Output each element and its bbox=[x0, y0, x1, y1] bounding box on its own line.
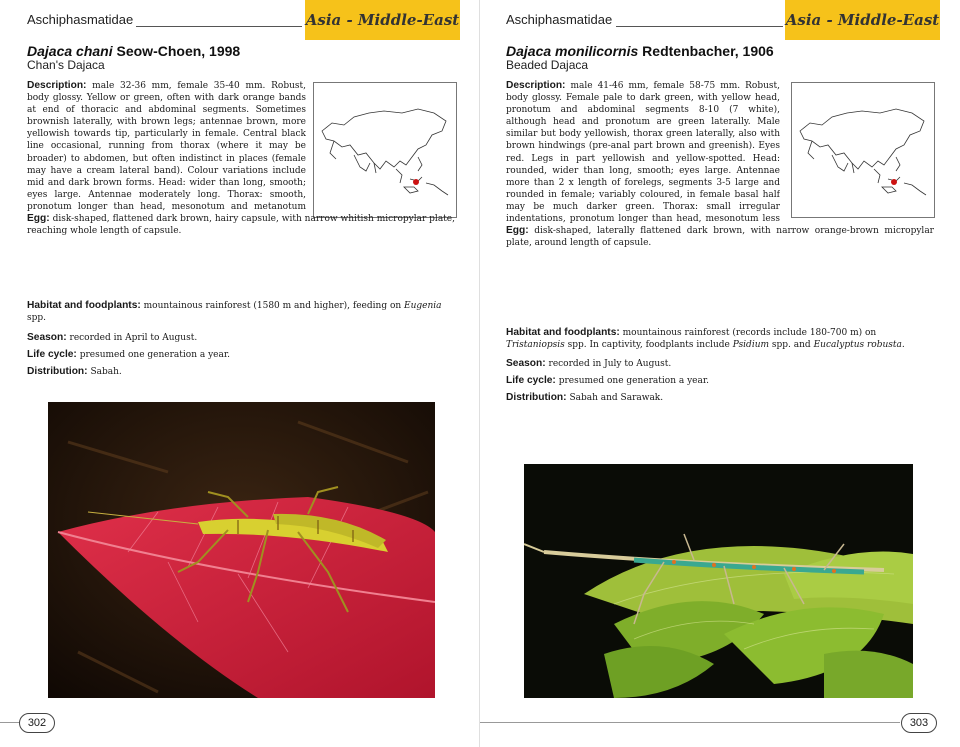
header-rule bbox=[616, 26, 783, 27]
distribution-label: Distribution: bbox=[506, 392, 567, 403]
distribution-text: Sabah and Sarawak. bbox=[569, 393, 664, 403]
habitat-mid-2: spp. and bbox=[771, 340, 811, 351]
season-label: Season: bbox=[506, 358, 546, 369]
range-marker-icon bbox=[891, 179, 897, 185]
common-name: Chan's Dajaca bbox=[27, 58, 105, 72]
asia-map-icon bbox=[314, 83, 456, 217]
lifecycle-label: Life cycle: bbox=[506, 375, 556, 386]
habitat-plant-2: Psidium bbox=[732, 340, 770, 351]
description-paragraph-top bbox=[27, 80, 306, 212]
season-line bbox=[506, 358, 671, 370]
lifecycle-line bbox=[27, 349, 230, 361]
season-line bbox=[27, 332, 197, 344]
header-rule bbox=[136, 26, 302, 27]
page-number: 303 bbox=[901, 713, 937, 733]
species-name: Dajaca monilicornis bbox=[506, 43, 639, 59]
egg-text: disk-shaped, flattened dark brown, hairy capsule, with narrow whitish micropylar plate, reaching whole length of capsule. bbox=[27, 214, 455, 237]
habitat-label: Habitat and foodplants: bbox=[27, 300, 141, 311]
species-author: Redtenbacher, 1906 bbox=[642, 43, 774, 59]
region-tab: Asia - Middle-East bbox=[305, 0, 460, 40]
species-photo bbox=[48, 402, 435, 698]
description-text: male 32-36 mm, female 35-40 mm. Robust, body glossy. Yellow or green, often with dark orange bands at end of thoracic and abdominal segments. Sometimes brownish laterally, with brown legs; antennae brown, more yellowish towards tip, particularly in female. Central black line occasional, running from thorax (where it may be broader) to abdomen, but often indistinct in places (female may have a cream lateral band). Colour variations include mid and dark brown forms. Head: wider than long, smooth; eyes large. Antennae moderately long. Thorax: smooth, pronotum longer than head, mesonotum and metanotum bbox=[27, 81, 306, 212]
description-paragraph-top bbox=[506, 80, 780, 224]
insect-on-red-leaf-photo-icon bbox=[48, 402, 435, 698]
description-label: Description: bbox=[506, 80, 566, 91]
lifecycle-text: presumed one generation a year. bbox=[79, 350, 231, 360]
habitat-plant: Eugenia bbox=[404, 301, 442, 311]
distribution-map bbox=[791, 82, 935, 218]
right-page bbox=[480, 0, 960, 747]
distribution-text: Sabah. bbox=[90, 367, 122, 377]
insect-on-green-leaves-photo-icon bbox=[524, 464, 913, 698]
habitat-paragraph bbox=[27, 300, 455, 324]
description-text: male 41-46 mm, female 58-75 mm. Robust, body glossy. Female pale to dark green, with yellow head, pronotum and abdominal segments 8-10 (7 white), although head and pronotum are green laterally. Male similar but body yellowish, thorax green laterally, also with brown hindwings (pre-anal part brown and greenish). Eyes red. Legs in part yellowish and yellow-spotted. Head: rounded, wider than long, smooth; eyes large. Antennae more than 2 x length of forelegs, segments 3-5 large and rounded in female; variably coloured, in female basal half may be much darker green. Thorax: small irregular indentations, pronotum longer than head, mesonotum less bbox=[506, 81, 780, 224]
habitat-mid: spp. In captivity, foodplants include bbox=[567, 340, 730, 351]
species-name: Dajaca chani bbox=[27, 43, 113, 59]
egg-label: Egg: bbox=[506, 225, 529, 236]
season-text: recorded in April to August. bbox=[69, 333, 198, 343]
family-header: Aschiphasmatidae bbox=[27, 12, 134, 27]
habitat-end: . bbox=[901, 340, 905, 351]
lifecycle-label: Life cycle: bbox=[27, 349, 77, 360]
habitat-paragraph bbox=[506, 327, 934, 351]
distribution-line bbox=[27, 366, 122, 378]
season-text: recorded in July to August. bbox=[548, 359, 672, 369]
family-header: Aschiphasmatidae bbox=[506, 12, 613, 27]
season-label: Season: bbox=[27, 332, 67, 343]
lifecycle-line bbox=[506, 375, 709, 387]
habitat-text: mountainous rainforest (records include 180-700 m) on bbox=[622, 328, 877, 338]
habitat-plant-3: Eucalyptus robusta bbox=[813, 340, 902, 351]
egg-text: disk-shaped, laterally flattened dark brown, with narrow orange-brown micropylar plate, around length of capsule. bbox=[506, 226, 934, 249]
footer-rule bbox=[0, 722, 20, 723]
habitat-text: mountainous rainforest (1580 m and higher), feeding on bbox=[143, 301, 402, 311]
species-title bbox=[506, 43, 774, 59]
common-name: Beaded Dajaca bbox=[506, 58, 589, 72]
page-number: 302 bbox=[19, 713, 55, 733]
species-title bbox=[27, 43, 240, 59]
description-label: Description: bbox=[27, 80, 87, 91]
distribution-map bbox=[313, 82, 457, 218]
footer-rule bbox=[480, 722, 900, 723]
distribution-label: Distribution: bbox=[27, 366, 88, 377]
habitat-plant: Tristaniopsis bbox=[506, 340, 565, 351]
egg-label: Egg: bbox=[27, 213, 50, 224]
range-marker-icon bbox=[413, 179, 419, 185]
habitat-end: spp. bbox=[27, 313, 47, 324]
species-photo bbox=[524, 464, 913, 698]
description-paragraph-bottom bbox=[506, 225, 934, 321]
species-author: Seow-Choen, 1998 bbox=[116, 43, 241, 59]
asia-map-icon bbox=[792, 83, 934, 217]
region-tab: Asia - Middle-East bbox=[785, 0, 940, 40]
lifecycle-text: presumed one generation a year. bbox=[558, 376, 710, 386]
description-paragraph-bottom bbox=[27, 213, 455, 297]
distribution-line bbox=[506, 392, 663, 404]
habitat-label: Habitat and foodplants: bbox=[506, 327, 620, 338]
